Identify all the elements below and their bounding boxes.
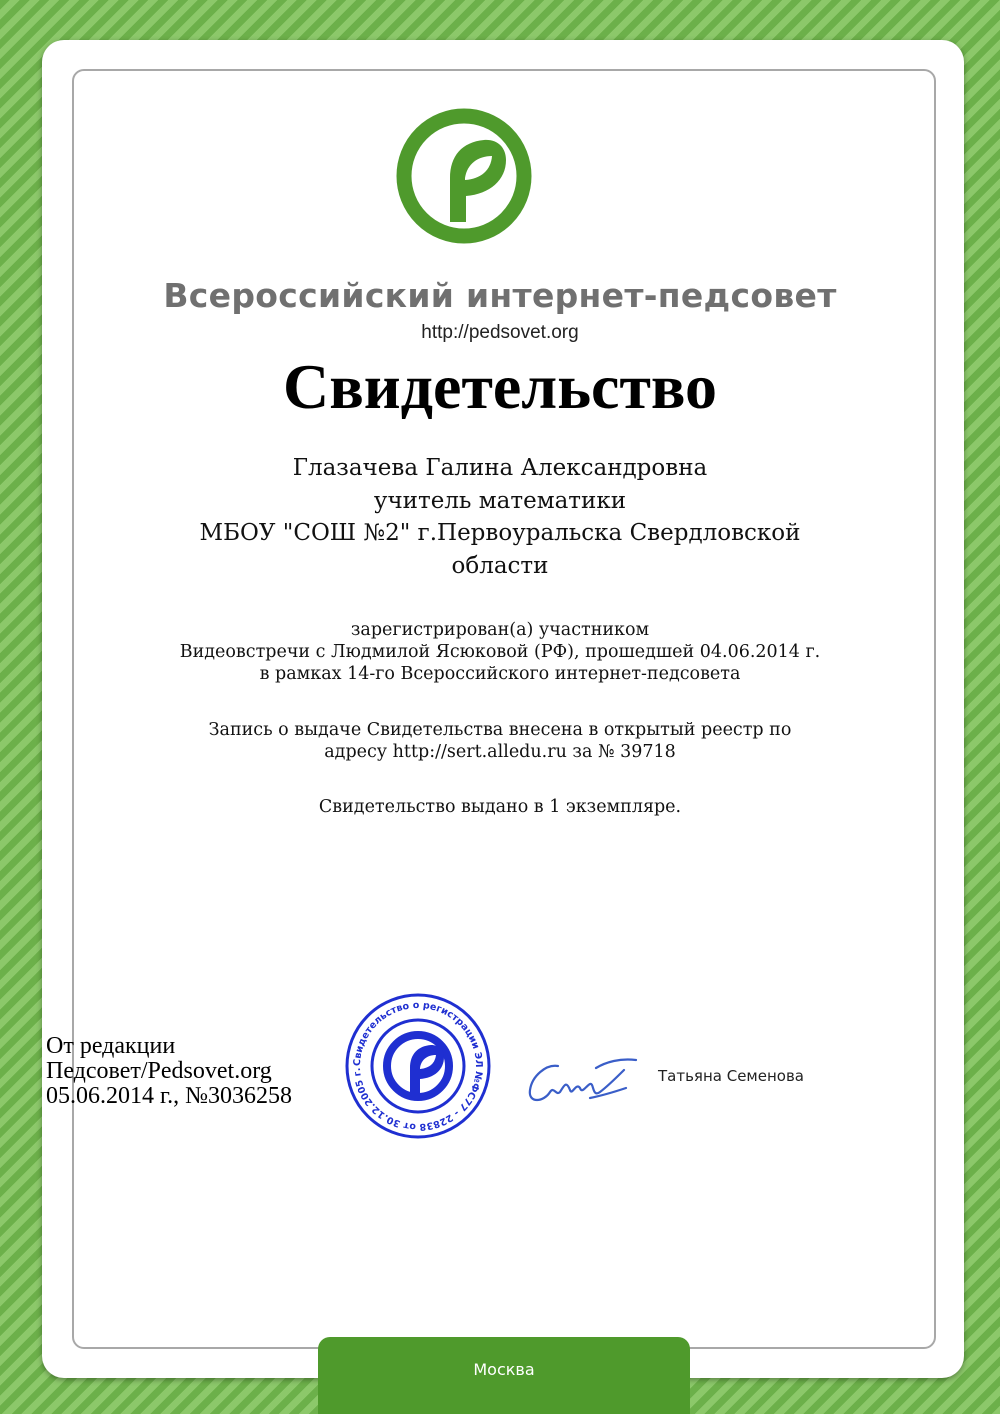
recipient-block bbox=[100, 452, 900, 582]
registry-block bbox=[60, 719, 940, 763]
round-seal-icon bbox=[344, 992, 492, 1140]
seal-text: Свидетельство о регистрации ЭЛ №ФС77 - 22838 от 30.12.2005 г. bbox=[351, 999, 485, 1133]
signature-icon bbox=[520, 1046, 642, 1116]
editorial-line: Педсовет/Pedsovet.org bbox=[46, 1058, 272, 1084]
editorial-block bbox=[46, 1034, 292, 1109]
certificate-frame bbox=[72, 69, 936, 1349]
registry-line: адресу http://sert.alledu.ru за № 39718 bbox=[324, 742, 676, 762]
registry-line: Запись о выдаче Свидетельства внесена в открытый реестр по bbox=[208, 720, 792, 740]
event-line: Видеовстречи с Людмилой Ясюковой (РФ), прошедшей 04.06.2014 г. bbox=[179, 642, 821, 662]
issued-note: Свидетельство выдано в 1 экземпляре. bbox=[318, 797, 682, 817]
organization-name: Всероссийский интернет-педсовет bbox=[163, 276, 837, 315]
event-block bbox=[40, 619, 960, 685]
city-tab bbox=[318, 1337, 690, 1414]
city-label: Москва bbox=[473, 1360, 535, 1379]
signer-name: Татьяна Семенова bbox=[658, 1067, 804, 1085]
document-title: Свидетельство bbox=[283, 351, 717, 422]
recipient-name: Глазачева Галина Александровна bbox=[292, 455, 708, 481]
recipient-position: учитель математики bbox=[373, 487, 627, 514]
editorial-line: От редакции bbox=[46, 1033, 176, 1059]
editorial-line: 05.06.2014 г., №3036258 bbox=[46, 1083, 293, 1109]
recipient-school-cont: области bbox=[451, 552, 549, 579]
event-line: зарегистрирован(а) участником bbox=[350, 620, 650, 640]
pedsovet-logo-icon bbox=[392, 104, 536, 248]
recipient-school: МБОУ "СОШ №2" г.Первоуральска Свердловской bbox=[199, 520, 801, 546]
organization-url: http://pedsovet.org bbox=[421, 322, 579, 343]
event-line: в рамках 14-го Всероссийского интернет-педсовета bbox=[259, 664, 741, 684]
